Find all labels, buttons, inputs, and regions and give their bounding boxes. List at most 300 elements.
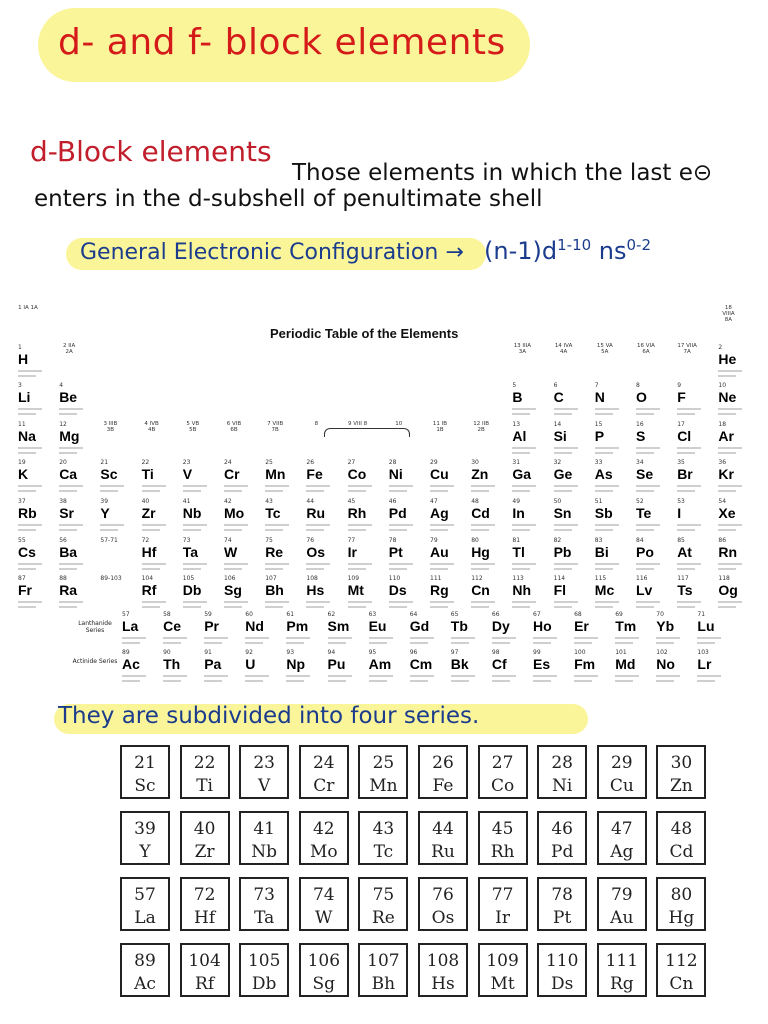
element-number: 9 xyxy=(677,382,682,390)
element-symbol: Ho xyxy=(533,618,552,634)
dblock-element-symbol: Hf xyxy=(194,908,216,928)
element-cl xyxy=(677,421,717,459)
element-mass-placeholder xyxy=(245,642,263,644)
element-mass-placeholder xyxy=(677,490,695,492)
dblock-element-symbol: Ti xyxy=(196,776,213,796)
dblock-element-number: 75 xyxy=(372,885,395,905)
dblock-element-number: 30 xyxy=(670,753,693,773)
element-number: 45 xyxy=(347,498,356,505)
element-number: 7 xyxy=(594,382,599,390)
element-ts xyxy=(677,575,717,613)
element-rh xyxy=(348,498,388,536)
dblock-element-os xyxy=(418,877,468,931)
element-number: 95 xyxy=(368,649,377,656)
element-mass-placeholder xyxy=(369,642,387,644)
dblock-element-symbol: Mn xyxy=(369,776,398,796)
element-number: 83 xyxy=(594,536,603,544)
element-c xyxy=(554,382,594,420)
element-number: 104 xyxy=(141,575,154,583)
element-symbol: Re xyxy=(265,543,284,560)
element-name-placeholder xyxy=(656,675,680,677)
actinide-np xyxy=(286,649,326,687)
element-symbol: Eu xyxy=(368,618,387,634)
dblock-element-symbol: Zr xyxy=(194,842,215,862)
dblock-element-number: 112 xyxy=(665,951,698,971)
element-symbol: In xyxy=(512,505,525,521)
dblock-heading: d-Block elements xyxy=(30,135,272,168)
element-symbol: Yb xyxy=(656,618,675,634)
element-mass-placeholder xyxy=(595,452,613,454)
element-po xyxy=(636,537,676,575)
element-rb xyxy=(18,498,58,536)
element-mass-placeholder xyxy=(18,490,36,492)
element-name-placeholder xyxy=(224,485,248,487)
element-number: 48 xyxy=(471,498,479,505)
dblock-element-number: 45 xyxy=(491,819,514,839)
element-name-placeholder xyxy=(348,563,372,565)
actinide-no xyxy=(656,649,696,687)
element-name-placeholder xyxy=(224,524,248,526)
element-n xyxy=(595,382,635,420)
element-name-placeholder xyxy=(512,447,536,449)
element-symbol: Ag xyxy=(430,505,449,521)
element-fr xyxy=(18,575,58,613)
dblock-element-number: 107 xyxy=(367,951,400,971)
element-si xyxy=(554,421,594,459)
element-pb xyxy=(554,537,594,575)
definition-line-1: Those elements in which the last e⊝ xyxy=(292,160,713,186)
element-mass-placeholder xyxy=(718,568,736,570)
dblock-element-fe xyxy=(418,745,468,799)
element-mass-placeholder xyxy=(224,529,242,531)
dblock-element-symbol: Sg xyxy=(312,974,336,994)
element-cu xyxy=(430,459,470,497)
element-name-placeholder xyxy=(265,524,289,526)
element-symbol: Pm xyxy=(286,618,309,634)
dblock-element-symbol: Os xyxy=(431,908,455,928)
element-number: 67 xyxy=(533,611,541,618)
actinide-md xyxy=(615,649,655,687)
group-label: 8 xyxy=(314,421,319,427)
element-name-placeholder xyxy=(348,601,372,603)
element-mass-placeholder xyxy=(18,606,36,608)
element-symbol: Lv xyxy=(636,582,653,599)
gec-formula-sup1: 1-10 xyxy=(557,236,592,254)
element-mass-placeholder xyxy=(163,680,181,682)
element-name-placeholder xyxy=(574,675,598,677)
element-mc xyxy=(595,575,635,613)
element-mass-placeholder xyxy=(471,606,489,608)
dblock-element-symbol: Co xyxy=(490,776,515,796)
element-mass-placeholder xyxy=(204,680,222,682)
element-number: 92 xyxy=(245,649,253,656)
element-symbol: Rh xyxy=(347,505,367,521)
dblock-element-number: 78 xyxy=(551,885,573,905)
element-ds xyxy=(389,575,429,613)
dblock-element-number: 47 xyxy=(610,819,633,839)
element-name-placeholder xyxy=(389,524,413,526)
element-ba xyxy=(59,537,99,575)
element-mass-placeholder xyxy=(554,490,572,492)
element-name-placeholder xyxy=(636,601,660,603)
element-sb xyxy=(595,498,635,536)
element-mass-placeholder xyxy=(59,490,77,492)
element-name-placeholder xyxy=(59,601,83,603)
element-number: 62 xyxy=(327,611,336,618)
actinide-fm xyxy=(574,649,614,687)
element-symbol: Mt xyxy=(347,582,364,599)
dblock-element-y xyxy=(120,811,170,865)
element-number: 13 xyxy=(512,420,521,428)
element-symbol: V xyxy=(182,466,193,483)
element-mass-placeholder xyxy=(636,413,654,415)
element-name-placeholder xyxy=(554,485,578,487)
element-number: 49 xyxy=(512,498,521,505)
gec-formula-sup2: 0-2 xyxy=(626,236,651,254)
element-number: 43 xyxy=(265,498,273,505)
element-number: 97 xyxy=(450,649,459,656)
element-number: 70 xyxy=(656,611,664,618)
dblock-element-symbol: Pt xyxy=(553,908,572,928)
element-mass-placeholder xyxy=(18,452,36,454)
element-ti xyxy=(142,459,182,497)
element-name-placeholder xyxy=(348,524,372,526)
element-symbol: Th xyxy=(163,656,181,672)
element-mass-placeholder xyxy=(533,680,551,682)
element-name-placeholder xyxy=(18,524,42,526)
element-mass-placeholder xyxy=(348,606,366,608)
element-symbol: Es xyxy=(533,656,551,672)
element-symbol: Tc xyxy=(265,505,281,521)
element-mass-placeholder xyxy=(718,606,736,608)
element-name-placeholder xyxy=(204,637,228,639)
element-name-placeholder xyxy=(306,485,330,487)
element-mass-placeholder xyxy=(245,680,263,682)
element-og xyxy=(718,575,758,613)
element-name-placeholder xyxy=(718,563,742,565)
dblock-element-symbol: Ru xyxy=(431,842,455,862)
element-name-placeholder xyxy=(471,485,495,487)
element-name-placeholder xyxy=(142,485,166,487)
dblock-element-symbol: Cu xyxy=(609,776,634,796)
element-name-placeholder xyxy=(697,675,721,677)
element-mass-placeholder xyxy=(265,606,283,608)
element-symbol: Rb xyxy=(18,505,37,521)
element-number: 84 xyxy=(636,536,644,544)
element-mass-placeholder xyxy=(224,490,242,492)
element-number: 82 xyxy=(553,536,562,544)
element-h xyxy=(18,344,58,382)
element-s xyxy=(636,421,676,459)
element-name-placeholder xyxy=(595,408,619,410)
lanthanide-gd xyxy=(410,611,450,649)
element-number: 118 xyxy=(718,575,730,583)
dblock-element-pd xyxy=(537,811,587,865)
element-symbol: Am xyxy=(368,656,392,672)
dblock-element-ni xyxy=(537,745,587,799)
dblock-element-zr xyxy=(180,811,230,865)
element-mass-placeholder xyxy=(59,568,77,570)
element-mass-placeholder xyxy=(163,642,181,644)
element-symbol: Fm xyxy=(574,656,596,672)
dblock-element-number: 27 xyxy=(491,753,514,773)
dblock-element-symbol: Zn xyxy=(670,776,693,796)
element-number: 117 xyxy=(677,575,689,583)
dblock-element-symbol: La xyxy=(134,908,156,928)
element-name-placeholder xyxy=(59,524,83,526)
element-name-placeholder xyxy=(18,485,42,487)
element-tc xyxy=(265,498,305,536)
element-mass-placeholder xyxy=(430,490,448,492)
lanthanide-dy xyxy=(492,611,532,649)
element-mass-placeholder xyxy=(286,642,304,644)
element-symbol: Ne xyxy=(718,389,737,406)
element-nb xyxy=(183,498,223,536)
element-symbol: O xyxy=(636,389,647,406)
element-mass-placeholder xyxy=(492,642,510,644)
series-note: They are subdivided into four series. xyxy=(58,703,480,729)
dblock-element-cu xyxy=(597,745,647,799)
element-symbol: Nd xyxy=(245,618,264,634)
element-number: 109 xyxy=(347,575,360,583)
element-in xyxy=(512,498,552,536)
element-mass-placeholder xyxy=(471,568,489,570)
dblock-element-symbol: Ta xyxy=(254,908,275,928)
element-symbol: Te xyxy=(636,505,652,521)
element-symbol: Y xyxy=(100,505,110,521)
element-mass-placeholder xyxy=(328,680,346,682)
element-ga xyxy=(512,459,552,497)
dblock-element-symbol: V xyxy=(258,776,271,796)
element-symbol: Nb xyxy=(182,505,202,521)
element-number: 86 xyxy=(718,536,727,544)
element-number: 79 xyxy=(430,536,438,544)
dblock-element-ds xyxy=(537,943,587,997)
element-number: 1 xyxy=(18,343,22,351)
dblock-element-symbol: Pd xyxy=(551,842,574,862)
element-fl xyxy=(554,575,594,613)
element-symbol: Fl xyxy=(553,582,567,599)
element-re xyxy=(265,537,305,575)
element-cd xyxy=(471,498,511,536)
dblock-element-symbol: Mt xyxy=(490,974,515,994)
element-symbol: Ce xyxy=(163,618,181,634)
element-number: 50 xyxy=(553,498,562,505)
element-number: 15 xyxy=(594,420,603,428)
element-kr xyxy=(718,459,758,497)
element-name-placeholder xyxy=(636,524,660,526)
element-name-placeholder xyxy=(430,524,454,526)
dblock-element-symbol: Au xyxy=(610,908,634,928)
element-number: 59 xyxy=(204,611,212,618)
element-number: 30 xyxy=(471,459,479,467)
element-name-placeholder xyxy=(369,637,393,639)
element-ne xyxy=(718,382,758,420)
element-mass-placeholder xyxy=(615,680,633,682)
element-name-placeholder xyxy=(100,524,124,526)
element-name-placeholder xyxy=(512,524,536,526)
element-number: 110 xyxy=(388,575,401,583)
dblock-element-rf xyxy=(180,943,230,997)
element-number: 105 xyxy=(182,575,195,583)
dblock-element-ta xyxy=(239,877,289,931)
element-number: 34 xyxy=(636,459,644,467)
dblock-element-symbol: Cn xyxy=(669,974,694,994)
element-mass-placeholder xyxy=(18,413,36,415)
element-number: 65 xyxy=(450,611,459,618)
element-mass-placeholder xyxy=(718,452,736,454)
element-name-placeholder xyxy=(595,485,619,487)
element-symbol: Hs xyxy=(306,582,325,599)
element-cs xyxy=(18,537,58,575)
element-mass-placeholder xyxy=(265,568,283,570)
element-name-placeholder xyxy=(677,485,701,487)
element-sr xyxy=(59,498,99,536)
element-name-placeholder xyxy=(636,485,660,487)
dblock-element-symbol: Ni xyxy=(552,776,573,796)
dblock-element-number: 80 xyxy=(670,885,693,905)
element-number: 11 xyxy=(18,420,26,428)
element-number: 27 xyxy=(347,459,356,467)
element-as xyxy=(595,459,635,497)
element-hs xyxy=(306,575,346,613)
element-mass-placeholder xyxy=(18,529,36,531)
element-name-placeholder xyxy=(100,485,124,487)
element-name-placeholder xyxy=(554,408,578,410)
element-symbol: Po xyxy=(636,543,654,560)
gec-formula-mid: ns xyxy=(591,237,627,265)
element-symbol: Ds xyxy=(388,582,407,599)
dblock-element-number: 106 xyxy=(307,951,341,971)
element-mass-placeholder xyxy=(286,680,304,682)
element-number: 47 xyxy=(430,498,438,505)
element-name-placeholder xyxy=(163,675,187,677)
element-mass-placeholder xyxy=(18,568,36,570)
element-number: 94 xyxy=(327,649,336,656)
element-name-placeholder xyxy=(718,408,742,410)
element-symbol: Hf xyxy=(141,543,157,560)
element-name-placeholder xyxy=(306,601,330,603)
dblock-element-ti xyxy=(180,745,230,799)
dblock-element-number: 111 xyxy=(605,951,639,971)
element-mass-placeholder xyxy=(183,568,201,570)
group-label: 13 IIIA 3A xyxy=(513,343,532,355)
page-title: d- and f- block elements xyxy=(58,22,506,63)
element-symbol: Bh xyxy=(265,582,284,599)
element-number: 98 xyxy=(491,649,500,656)
element-mass-placeholder xyxy=(595,413,613,415)
element-mass-placeholder xyxy=(183,529,201,531)
element-name-placeholder xyxy=(265,601,289,603)
element-name-placeholder xyxy=(265,485,289,487)
dblock-element-symbol: Fe xyxy=(432,776,454,796)
dblock-element-number: 76 xyxy=(432,885,454,905)
element-name-placeholder xyxy=(430,563,454,565)
group-label: 10 xyxy=(395,421,403,427)
element-number: 80 xyxy=(471,536,479,544)
element-ge xyxy=(554,459,594,497)
element-symbol: Ca xyxy=(59,466,78,483)
dblock-element-symbol: Hg xyxy=(668,908,695,928)
element-name-placeholder xyxy=(574,637,598,639)
group-label: 17 VIIA 7A xyxy=(677,343,697,355)
element-v xyxy=(183,459,223,497)
dblock-element-bh xyxy=(358,943,408,997)
element-name-placeholder xyxy=(718,601,742,603)
element-ru xyxy=(306,498,346,536)
element-name-placeholder xyxy=(430,601,454,603)
element-lv xyxy=(636,575,676,613)
element-pt xyxy=(389,537,429,575)
element-cr xyxy=(224,459,264,497)
element-number: 66 xyxy=(491,611,500,618)
element-symbol: Cn xyxy=(471,582,490,599)
element-number: 31 xyxy=(512,459,521,467)
element-number: 36 xyxy=(718,459,727,467)
element-mass-placeholder xyxy=(512,529,530,531)
element-name-placeholder xyxy=(656,637,680,639)
element-db xyxy=(183,575,223,613)
actinide-u xyxy=(245,649,285,687)
element-name-placeholder xyxy=(512,485,536,487)
gec-formula-base: (n-1)d xyxy=(484,237,558,265)
element-symbol: Al xyxy=(512,427,527,444)
element-number: 114 xyxy=(553,575,566,583)
title-highlight xyxy=(38,8,530,82)
element-mass-placeholder xyxy=(677,413,695,415)
periodic-table-title: Periodic Table of the Elements xyxy=(270,326,459,341)
element-mass-placeholder xyxy=(512,490,530,492)
element-symbol: Pb xyxy=(553,543,572,560)
element-number: 58 xyxy=(163,611,171,618)
element-number: 90 xyxy=(163,649,171,656)
element-name-placeholder xyxy=(348,485,372,487)
lanthanide-yb xyxy=(656,611,696,649)
element-os xyxy=(306,537,346,575)
actinide-pa xyxy=(204,649,244,687)
series-placeholder: 57-71 xyxy=(100,536,118,544)
dblock-element-tc xyxy=(358,811,408,865)
dblock-element-number: 89 xyxy=(134,951,156,971)
element-mass-placeholder xyxy=(512,413,530,415)
dblock-element-symbol: Y xyxy=(139,842,151,862)
dblock-element-symbol: Nb xyxy=(251,842,278,862)
element-symbol: Be xyxy=(59,389,78,406)
group-label: 16 VIA 6A xyxy=(637,343,655,355)
element-name-placeholder xyxy=(677,563,701,565)
element-name-placeholder xyxy=(677,408,701,410)
dblock-element-symbol: Mo xyxy=(309,842,338,862)
group-label: 18 VIIIA 8A xyxy=(722,305,735,323)
element-symbol: Cr xyxy=(224,466,240,483)
element-number: 6 xyxy=(553,382,558,390)
element-name-placeholder xyxy=(59,447,83,449)
dblock-element-number: 44 xyxy=(432,819,454,839)
element-number: 14 xyxy=(553,420,562,428)
element-symbol: Hg xyxy=(471,543,490,560)
element-symbol: Bk xyxy=(450,656,469,672)
element-name-placeholder xyxy=(471,563,495,565)
element-number: 37 xyxy=(18,498,26,505)
element-mass-placeholder xyxy=(389,490,407,492)
element-mn xyxy=(265,459,305,497)
element-rg xyxy=(430,575,470,613)
dblock-element-symbol: W xyxy=(315,908,333,928)
element-number: 76 xyxy=(306,536,315,544)
element-symbol: Md xyxy=(615,656,636,672)
dblock-element-cn xyxy=(656,943,706,997)
element-name-placeholder xyxy=(554,601,578,603)
